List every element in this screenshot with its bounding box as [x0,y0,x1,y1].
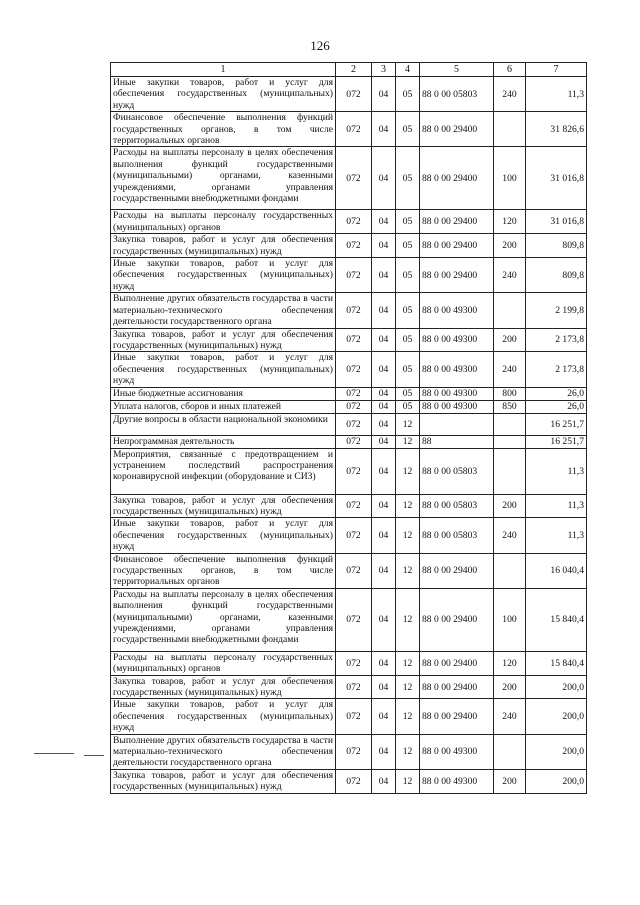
subsection-code: 05 [396,147,420,210]
table-row [111,387,587,400]
section-code: 04 [372,210,396,234]
amount: 31 016,8 [526,147,587,210]
row-name: Закупка товаров, работ и услуг для обеспечения государственных (муниципальных) нужд [111,675,336,699]
target-article-code: 88 0 00 05803 [420,494,494,518]
row-name: Уплата налогов, сборов и иных платежей [111,400,336,413]
admin-code: 072 [336,328,372,352]
admin-code: 072 [336,553,372,588]
table-row [111,588,587,651]
row-name: Иные закупки товаров, работ и услуг для обеспечения государственных (муниципальных) нужд [111,77,336,112]
row-name: Иные закупки товаров, работ и услуг для обеспечения государственных (муниципальных) нужд [111,518,336,553]
row-name: Финансовое обеспечение выполнения функций государственных органов, в том числе территориальных органов [111,553,336,588]
subsection-code: 05 [396,400,420,413]
expense-type-code [494,435,526,448]
expense-type-code: 240 [494,518,526,553]
table-row [111,147,587,210]
admin-code: 072 [336,352,372,387]
admin-code: 072 [336,699,372,734]
table-row [111,675,587,699]
row-name: Выполнение других обязательств государства в части материально-технического обеспечения деятельности государственного органа [111,734,336,769]
admin-code: 072 [336,734,372,769]
section-code: 04 [372,675,396,699]
admin-code: 072 [336,588,372,651]
subsection-code: 05 [396,328,420,352]
section-code: 04 [372,112,396,147]
section-code: 04 [372,352,396,387]
table-row [111,494,587,518]
expense-type-code [494,112,526,147]
target-article-code: 88 0 00 49300 [420,328,494,352]
section-code: 04 [372,734,396,769]
row-name: Иные закупки товаров, работ и услуг для обеспечения государственных (муниципальных) нужд [111,352,336,387]
expense-type-code: 120 [494,210,526,234]
table-row [111,112,587,147]
amount: 11,3 [526,448,587,494]
target-article-code: 88 0 00 29400 [420,699,494,734]
amount: 31 016,8 [526,210,587,234]
expense-type-code: 100 [494,588,526,651]
column-header: 1 [111,63,336,77]
row-name: Закупка товаров, работ и услуг для обеспечения государственных (муниципальных) нужд [111,234,336,258]
amount: 16 251,7 [526,435,587,448]
expense-type-code: 200 [494,494,526,518]
amount: 200,0 [526,769,587,793]
admin-code: 072 [336,448,372,494]
target-article-code: 88 0 00 49300 [420,293,494,328]
amount: 809,8 [526,258,587,293]
subsection-code: 12 [396,435,420,448]
expense-type-code: 240 [494,699,526,734]
subsection-code: 12 [396,651,420,675]
admin-code: 072 [336,675,372,699]
section-code: 04 [372,400,396,413]
target-article-code: 88 0 00 29400 [420,147,494,210]
table-row [111,448,587,494]
amount: 26,0 [526,400,587,413]
section-code: 04 [372,553,396,588]
target-article-code [420,413,494,435]
target-article-code: 88 [420,435,494,448]
section-code: 04 [372,234,396,258]
row-name: Иные бюджетные ассигнования [111,387,336,400]
section-code: 04 [372,769,396,793]
section-code: 04 [372,258,396,293]
admin-code: 072 [336,234,372,258]
target-article-code: 88 0 00 29400 [420,675,494,699]
table-row [111,435,587,448]
amount: 200,0 [526,699,587,734]
column-header: 7 [526,63,587,77]
admin-code: 072 [336,769,372,793]
amount: 15 840,4 [526,588,587,651]
section-code: 04 [372,147,396,210]
subsection-code: 12 [396,518,420,553]
table-row [111,769,587,793]
amount: 11,3 [526,77,587,112]
amount: 200,0 [526,675,587,699]
target-article-code: 88 0 00 29400 [420,210,494,234]
budget-table [110,62,587,794]
expense-type-code [494,734,526,769]
admin-code: 072 [336,77,372,112]
row-name: Иные закупки товаров, работ и услуг для обеспечения государственных (муниципальных) нужд [111,699,336,734]
target-article-code: 88 0 00 49300 [420,352,494,387]
section-code: 04 [372,518,396,553]
amount: 2 173,8 [526,328,587,352]
amount: 200,0 [526,734,587,769]
section-code: 04 [372,413,396,435]
admin-code: 072 [336,387,372,400]
table-row [111,293,587,328]
amount: 11,3 [526,494,587,518]
page-number: 126 [310,38,330,53]
subsection-code: 05 [396,352,420,387]
amount: 16 251,7 [526,413,587,435]
subsection-code: 12 [396,734,420,769]
amount: 2 199,8 [526,293,587,328]
table-row [111,553,587,588]
target-article-code: 88 0 00 49300 [420,734,494,769]
subsection-code: 05 [396,77,420,112]
column-header: 4 [396,63,420,77]
table-body [111,77,587,794]
row-name: Расходы на выплаты персоналу в целях обеспечения выполнения функций государственными (муниципальными) органами, казенными учреждениями, органами управления государственными внебюджетными фондами [111,588,336,651]
subsection-code: 05 [396,293,420,328]
row-name: Расходы на выплаты персоналу государственных (муниципальных) органов [111,210,336,234]
admin-code: 072 [336,651,372,675]
table-row [111,651,587,675]
admin-code: 072 [336,112,372,147]
target-article-code: 88 0 00 49300 [420,769,494,793]
subsection-code: 12 [396,769,420,793]
expense-type-code: 200 [494,769,526,793]
target-article-code: 88 0 00 05803 [420,77,494,112]
amount: 2 173,8 [526,352,587,387]
row-name: Финансовое обеспечение выполнения функций государственных органов, в том числе территориальных органов [111,112,336,147]
table-row [111,258,587,293]
table-row [111,413,587,435]
admin-code: 072 [336,147,372,210]
expense-type-code: 240 [494,352,526,387]
row-name: Выполнение других обязательств государства в части материально-технического обеспечения деятельности государственного органа [111,293,336,328]
table-row [111,518,587,553]
subsection-code: 12 [396,494,420,518]
expense-type-code [494,553,526,588]
section-code: 04 [372,435,396,448]
column-header: 2 [336,63,372,77]
table-row [111,77,587,112]
row-name: Закупка товаров, работ и услуг для обеспечения государственных (муниципальных) нужд [111,494,336,518]
subsection-code: 05 [396,387,420,400]
amount: 809,8 [526,234,587,258]
section-code: 04 [372,651,396,675]
admin-code: 072 [336,258,372,293]
subsection-code: 12 [396,675,420,699]
expense-type-code: 120 [494,651,526,675]
row-name: Иные закупки товаров, работ и услуг для обеспечения государственных (муниципальных) нужд [111,258,336,293]
table-row [111,734,587,769]
amount: 31 826,6 [526,112,587,147]
table-header [111,63,587,77]
section-code: 04 [372,387,396,400]
amount: 15 840,4 [526,651,587,675]
target-article-code: 88 0 00 49300 [420,400,494,413]
section-code: 04 [372,77,396,112]
admin-code: 072 [336,210,372,234]
expense-type-code: 850 [494,400,526,413]
amount: 11,3 [526,518,587,553]
subsection-code: 05 [396,234,420,258]
subsection-code: 12 [396,553,420,588]
section-code: 04 [372,328,396,352]
expense-type-code: 200 [494,675,526,699]
admin-code: 072 [336,518,372,553]
row-name: Закупка товаров, работ и услуг для обеспечения государственных (муниципальных) нужд [111,769,336,793]
expense-type-code: 800 [494,387,526,400]
amount: 26,0 [526,387,587,400]
target-article-code: 88 0 00 29400 [420,234,494,258]
row-name: Другие вопросы в области национальной экономики [111,413,336,435]
target-article-code: 88 0 00 49300 [420,387,494,400]
section-code: 04 [372,588,396,651]
expense-type-code: 100 [494,147,526,210]
row-name: Расходы на выплаты персоналу в целях обеспечения выполнения функций государственными (муниципальными) органами, казенными учреждениями, органами управления государственными внебюджетными фондами [111,147,336,210]
row-name: Непрограммная деятельность [111,435,336,448]
subsection-code: 12 [396,588,420,651]
target-article-code: 88 0 00 29400 [420,651,494,675]
admin-code: 072 [336,435,372,448]
table-row [111,400,587,413]
target-article-code: 88 0 00 05803 [420,448,494,494]
admin-code: 072 [336,293,372,328]
expense-type-code: 200 [494,234,526,258]
subsection-code: 12 [396,448,420,494]
column-header: 3 [372,63,396,77]
subsection-code: 05 [396,258,420,293]
admin-code: 072 [336,494,372,518]
section-code: 04 [372,494,396,518]
column-header: 5 [420,63,494,77]
table-row [111,352,587,387]
expense-type-code [494,293,526,328]
target-article-code: 88 0 00 29400 [420,588,494,651]
scan-mark [84,755,104,756]
target-article-code: 88 0 00 05803 [420,518,494,553]
scan-mark [34,753,74,754]
section-code: 04 [372,448,396,494]
target-article-code: 88 0 00 29400 [420,553,494,588]
row-name: Расходы на выплаты персоналу государственных (муниципальных) органов [111,651,336,675]
table-row [111,210,587,234]
amount: 16 040,4 [526,553,587,588]
subsection-code: 12 [396,413,420,435]
section-code: 04 [372,293,396,328]
admin-code: 072 [336,400,372,413]
row-name: Мероприятия, связанные с предотвращением и устранением последствий распространения коронавирусной инфекции (оборудование и СИЗ) [111,448,336,494]
subsection-code: 05 [396,112,420,147]
table-row [111,234,587,258]
table-row [111,328,587,352]
expense-type-code [494,413,526,435]
table-row [111,699,587,734]
admin-code: 072 [336,413,372,435]
subsection-code: 12 [396,699,420,734]
target-article-code: 88 0 00 29400 [420,258,494,293]
section-code: 04 [372,699,396,734]
target-article-code: 88 0 00 29400 [420,112,494,147]
row-name: Закупка товаров, работ и услуг для обеспечения государственных (муниципальных) нужд [111,328,336,352]
expense-type-code: 240 [494,258,526,293]
expense-type-code: 200 [494,328,526,352]
column-header: 6 [494,63,526,77]
subsection-code: 05 [396,210,420,234]
expense-type-code [494,448,526,494]
expense-type-code: 240 [494,77,526,112]
